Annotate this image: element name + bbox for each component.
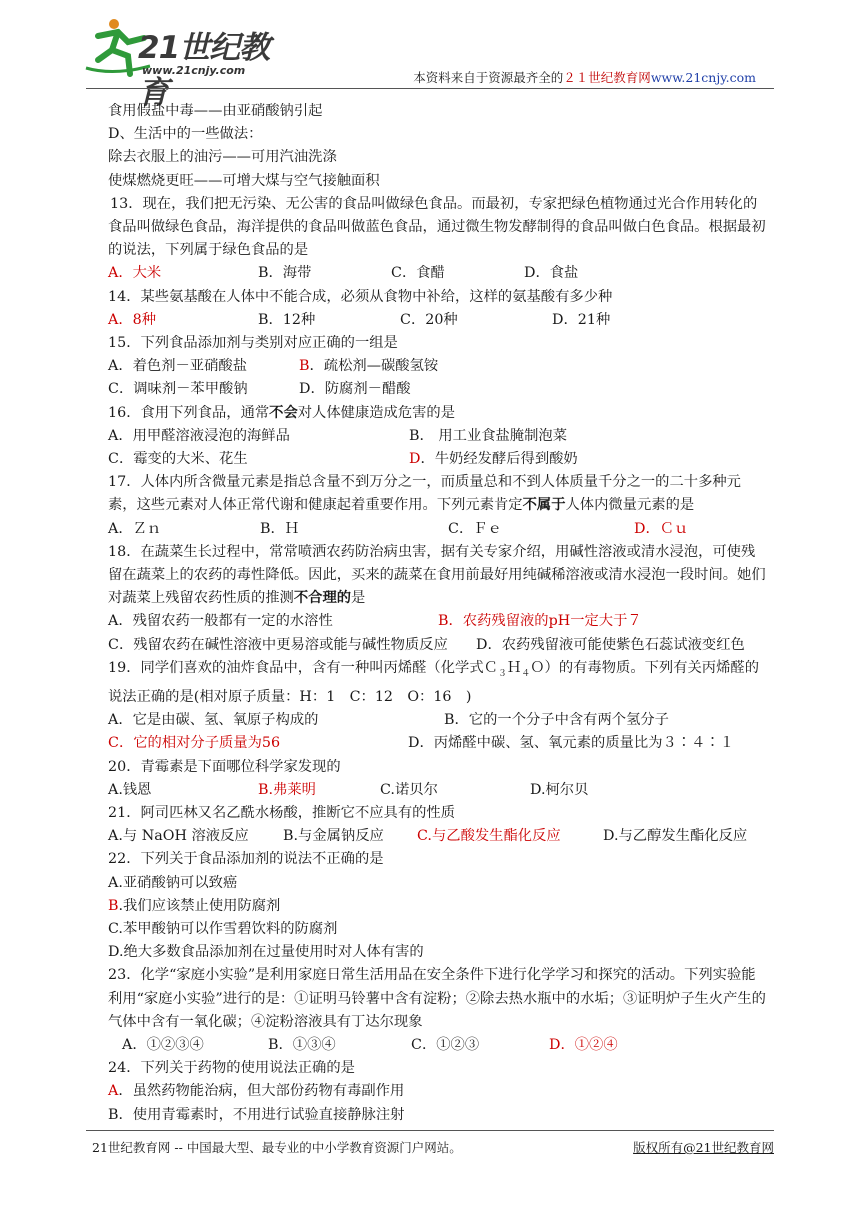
option-c[interactable]: C．霉变的大米、花生 — [108, 451, 248, 468]
question-16-options-row2 — [108, 448, 768, 471]
question-15-options-row1 — [108, 355, 768, 378]
question-19-options-row2 — [108, 732, 768, 755]
option-c[interactable]: C.与乙酸发生酯化反应 — [417, 828, 561, 845]
document-body — [108, 100, 768, 1127]
option-c[interactable]: C．调味剂－苯甲酸钠 — [108, 381, 248, 398]
option-d[interactable]: D．①②④ — [549, 1036, 618, 1053]
footer-site-description: 21世纪教育网 -- 中国最大型、最专业的中小学教育资源门户网站。 — [92, 1140, 462, 1155]
option-a[interactable] — [108, 1080, 768, 1103]
footer-divider — [86, 1130, 774, 1131]
option-b-text: B.我们应该禁止使用防腐剂 — [108, 897, 281, 914]
option-c[interactable]: C.诺贝尔 — [380, 781, 438, 798]
question-20-options — [108, 779, 768, 802]
option-c[interactable]: C．①②③ — [411, 1036, 480, 1053]
question-14-stem: 14．某些氨基酸在人体中不能合成，必须从食物中补给，这样的氨基酸有多少种 — [108, 288, 613, 305]
question-19-options-row1 — [108, 709, 768, 732]
option-a[interactable]: A．着色剂－亚硝酸盐 — [108, 358, 247, 375]
text-line: 除去衣服上的油污——可用汽油洗涤 — [108, 149, 337, 166]
option-d[interactable]: D.绝大多数食品添加剂在过量使用时对人体有害的 — [108, 944, 424, 961]
question-16-options-row1 — [108, 425, 768, 448]
option-d-text: D．牛奶经发酵后得到酸奶 — [409, 451, 578, 468]
question-17-options — [108, 518, 768, 541]
question-18-stem: 18．在蔬菜生长过程中，常常喷洒农药防治病虫害，据有关专家介绍，用碱性溶液或清水浸泡，可使残留在蔬菜上的农药的毒性降低。因此，买来的蔬菜在食用前最好用纯碱稀溶液或清水浸泡一段时间。她们对蔬菜上残留农药性质的推测不合理的是 — [108, 543, 766, 607]
question-23-options — [108, 1034, 768, 1057]
option-b[interactable]: B.弗莱明 — [258, 781, 316, 798]
option-b[interactable]: B．海带 — [258, 265, 312, 282]
option-d[interactable] — [409, 448, 578, 471]
option-b[interactable]: B．12种 — [258, 311, 316, 328]
option-b[interactable]: B．①③④ — [268, 1036, 336, 1053]
option-a[interactable]: A．8种 — [108, 311, 157, 328]
logo — [84, 16, 284, 111]
header-note-prefix: 本资料来自于资源最齐全的 — [413, 70, 564, 85]
option-a[interactable]: A.钱恩 — [108, 781, 152, 798]
question-14-options — [108, 309, 768, 332]
option-a[interactable]: A.与 NaOH 溶液反应 — [108, 828, 249, 845]
logo-url: www.21cnjy.com — [142, 64, 246, 77]
option-d[interactable]: D.柯尔贝 — [530, 781, 589, 798]
option-d[interactable]: D．农药残留液可能使紫色石蕊试液变红色 — [476, 636, 745, 653]
option-d[interactable]: D．丙烯醛中碳、氢、氧元素的质量比为３∶４∶１ — [408, 735, 734, 752]
question-13-options — [108, 262, 768, 285]
option-b-text: B．疏松剂—碳酸氢铵 — [299, 358, 439, 375]
option-b[interactable] — [299, 355, 438, 378]
question-23-stem: 23．化学“家庭小实验”是利用家庭日常生活用品在安全条件下进行化学学习和探究的活动。下列实验能利用“家庭小实验”进行的是：①证明马铃薯中含有淀粉；②除去热水瓶中的水垢；③证明炉子生火产生的气体中含有一氧化碳；④淀粉溶液具有丁达尔现象 — [108, 967, 766, 1030]
question-19-stem: 19．同学们喜欢的油炸食品中，含有一种叫丙烯醛（化学式Ｃ$_3$Ｈ$_4$Ｏ）的有毒物质。下列有关丙烯醛的说法正确的是(相对原子质量：H：1 C：12 O：16 ) — [108, 659, 759, 705]
header-note-site: ２１世纪教育网 — [563, 70, 651, 85]
option-b[interactable] — [108, 895, 768, 918]
option-a[interactable]: A.亚硝酸钠可以致癌 — [108, 874, 238, 891]
header-note-url[interactable]: www.21cnjy.com — [650, 70, 756, 85]
option-c[interactable]: C．残留农药在碱性溶液中更易溶或能与碱性物质反应 — [108, 636, 448, 653]
option-b[interactable]: B．农药残留液的pH一定大于７ — [438, 613, 642, 630]
option-b[interactable]: B.与金属钠反应 — [283, 828, 384, 845]
question-21-options — [108, 825, 768, 848]
header-note — [413, 68, 756, 86]
question-20-stem: 20．青霉素是下面哪位科学家发现的 — [108, 758, 341, 775]
option-d[interactable]: D．21种 — [552, 311, 611, 328]
header-divider — [86, 88, 774, 89]
option-a[interactable]: A．大米 — [108, 265, 162, 282]
option-b[interactable]: B．它的一个分子中含有两个氢分子 — [444, 712, 669, 729]
option-b[interactable]: B．Ｈ — [260, 520, 300, 537]
option-c[interactable]: C．它的相对分子质量为56 — [108, 735, 281, 752]
option-d[interactable]: D．防腐剂－醋酸 — [299, 381, 411, 398]
option-d[interactable]: D.与乙醇发生酯化反应 — [603, 828, 748, 845]
question-22-stem: 22．下列关于食品添加剂的说法不正确的是 — [108, 851, 384, 868]
question-21-stem: 21．阿司匹林又名乙酰水杨酸，推断它不应具有的性质 — [108, 804, 456, 821]
option-c[interactable]: C.苯甲酸钠可以作雪碧饮料的防腐剂 — [108, 920, 338, 937]
option-a-text: A．虽然药物能治病，但大部份药物有毒副作用 — [108, 1083, 405, 1100]
option-c[interactable]: C．Ｆｅ — [448, 520, 502, 537]
logo-text: 21世纪教育 — [138, 30, 270, 111]
question-24-stem: 24．下列关于药物的使用说法正确的是 — [108, 1060, 355, 1077]
question-18-options-row2 — [108, 634, 768, 657]
text-line: 食用假盐中毒——由亚硝酸钠引起 — [108, 103, 323, 119]
option-c[interactable]: C．20种 — [400, 311, 458, 328]
option-d[interactable]: D．Ｃｕ — [634, 520, 689, 537]
question-17-stem: 17．人体内所含微量元素是指总含量不到万分之一，而质量总和不到人体质量千分之一的二十多种元素，这些元素对人体正常代谢和健康起着重要作用。下列元素肯定不属于人体内微量元素的是 — [108, 474, 741, 514]
question-16-stem: 16．食用下列食品，通常不会对人体健康造成危害的是 — [108, 404, 456, 421]
option-b[interactable]: B． 用工业食盐腌制泡菜 — [409, 427, 568, 444]
option-a[interactable]: A．它是由碳、氢、氧原子构成的 — [108, 712, 319, 729]
option-a[interactable]: A．用甲醛溶液浸泡的海鲜品 — [108, 427, 290, 444]
question-15-options-row2 — [108, 378, 768, 401]
text-line: D、生活中的一些做法： — [108, 126, 263, 143]
option-b[interactable]: B．使用青霉素时，不用进行试验直接静脉注射 — [108, 1106, 405, 1123]
option-a[interactable]: A．残留农药一般都有一定的水溶性 — [108, 613, 333, 630]
question-15-stem: 15．下列食品添加剂与类别对应正确的一组是 — [108, 335, 398, 352]
footer-copyright-link[interactable]: 版权所有@21世纪教育网 — [633, 1140, 774, 1155]
option-d[interactable]: D．食盐 — [524, 265, 579, 282]
option-a[interactable]: A．Ｚｎ — [108, 520, 162, 537]
question-13-stem: 13．现在，我们把无污染、无公害的食品叫做绿色食品。而最初，专家把绿色植物通过光合作用转化的食品叫做绿色食品，海洋提供的食品叫做蓝色食品，通过微生物发酵制得的食品叫做白色食品。根据最初的说法，下列属于绿色食品的是 — [108, 195, 766, 259]
option-a[interactable]: A．①②③④ — [122, 1036, 204, 1053]
option-c[interactable]: C．食醋 — [391, 265, 445, 282]
question-18-options-row1 — [108, 610, 768, 633]
text-line: 使煤燃烧更旺——可增大煤与空气接触面积 — [108, 172, 380, 189]
